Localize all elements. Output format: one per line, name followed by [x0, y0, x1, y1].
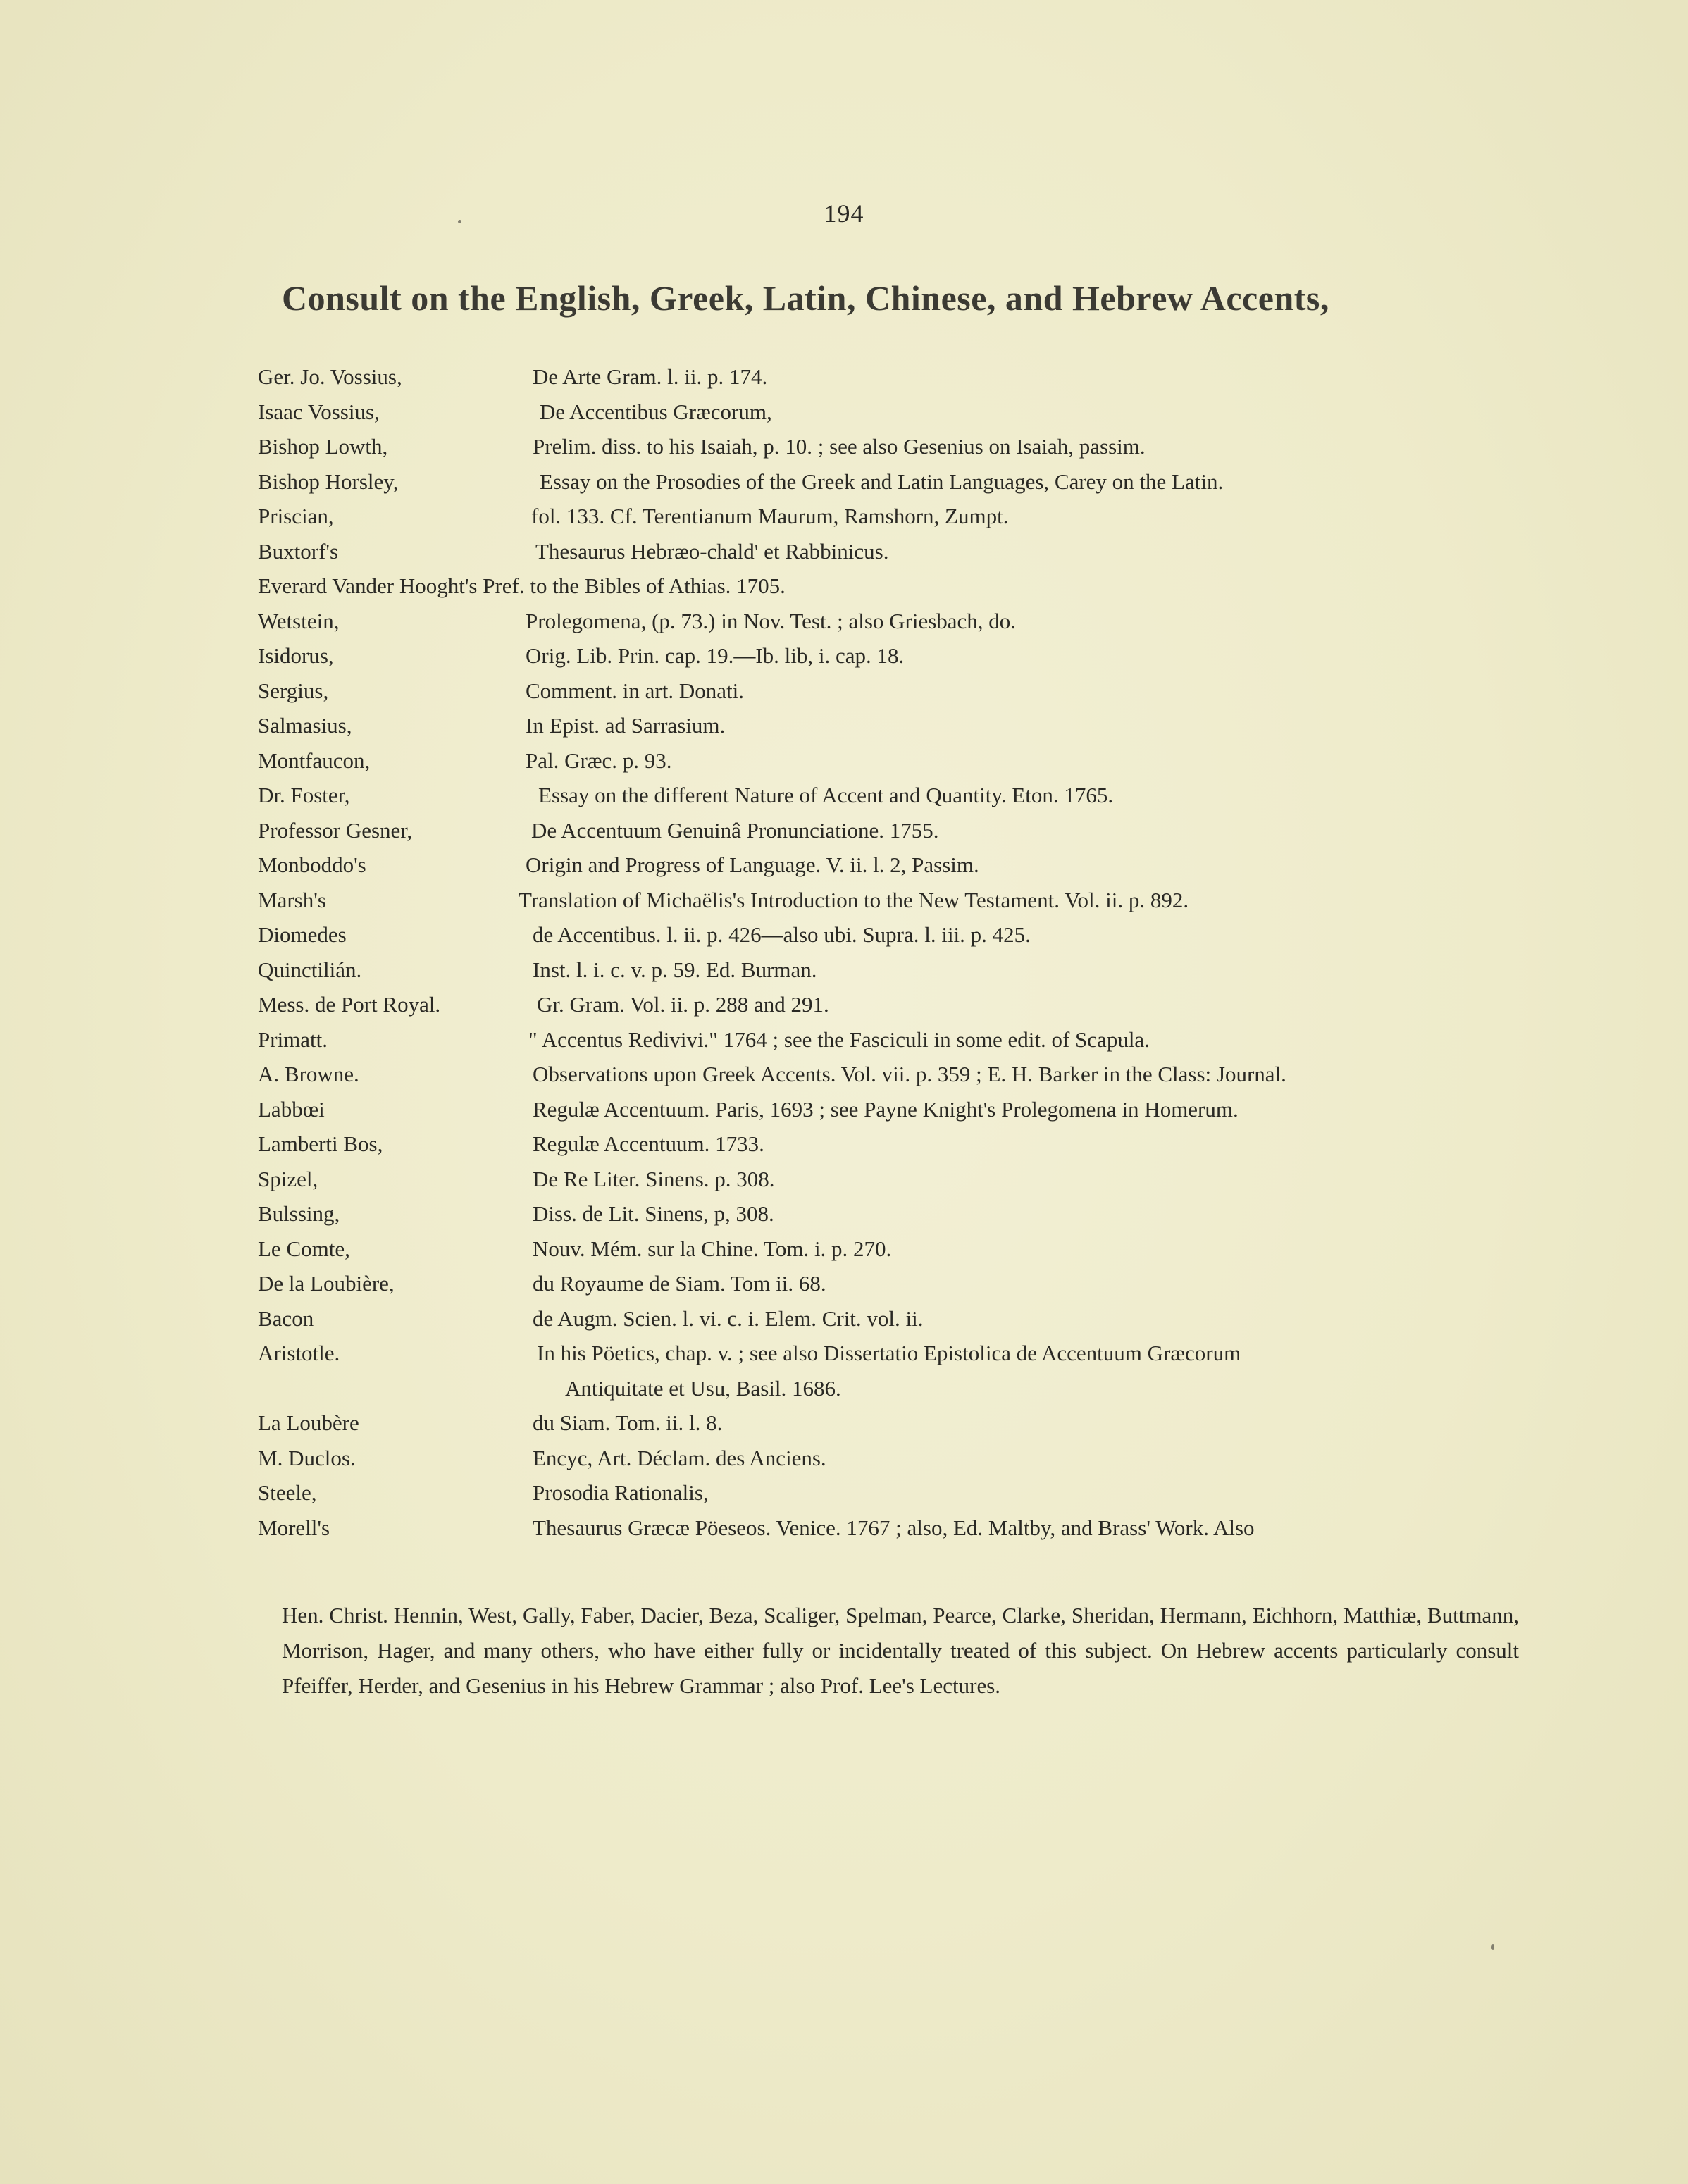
reference-author: Wetstein, [258, 608, 340, 633]
reference-work-continuation: Antiquitate et Usu, Basil. 1686. [565, 1375, 841, 1401]
reference-work [533, 1127, 764, 1162]
reference-work-text: De Accentuum Genuinâ Pronunciatione. 1755. [531, 817, 939, 843]
reference-work [533, 1196, 774, 1231]
reference-author: De la Loubière, [258, 1271, 395, 1296]
reference-author: Priscian, [258, 504, 334, 528]
reference-entry [258, 1266, 1547, 1301]
reference-work-text: De Arte Gram. l. ii. p. 174. [533, 364, 768, 389]
reference-work-text: Encyc, Art. Déclam. des Anciens. [533, 1445, 826, 1470]
reference-author: Marsh's [258, 887, 326, 912]
reference-entry [258, 464, 1547, 500]
reference-work [531, 813, 939, 848]
reference-list [258, 359, 1547, 1545]
reference-work [533, 1510, 1255, 1546]
reference-work [533, 429, 1146, 464]
reference-entry [258, 674, 1547, 709]
reference-work-text: In Epist. ad Sarrasium. [526, 713, 726, 738]
reference-author: Bulssing, [258, 1201, 340, 1226]
reference-author: Labbœi [258, 1096, 325, 1122]
reference-entry [258, 1162, 1547, 1197]
reference-work-text: Origin and Progress of Language. V. ii. l. 2, Passim. [526, 852, 979, 877]
reference-author: Isaac Vossius, [258, 399, 380, 424]
reference-author: Aristotle. [258, 1341, 340, 1365]
reference-entry [258, 1231, 1547, 1267]
reference-work-text: Pal. Græc. p. 93. [526, 747, 672, 773]
reference-author: Sergius, [258, 678, 329, 703]
reference-work-text: " Accentus Redivivi." 1764 ; see the Fasciculi in some edit. of Scapula. [528, 1026, 1150, 1052]
reference-entry [258, 1510, 1547, 1546]
reference-work [526, 604, 1016, 639]
reference-author: Bishop Lowth, [258, 434, 388, 459]
reference-work-text: de Accentibus. l. ii. p. 426—also ubi. Supra. l. iii. p. 425. [533, 922, 1031, 947]
reference-work-text: fol. 133. Cf. Terentianum Maurum, Ramshorn, Zumpt. [531, 504, 1009, 528]
reference-author: Primatt. [258, 1026, 328, 1052]
reference-author: Morell's [258, 1515, 330, 1540]
reference-work [526, 674, 744, 709]
reference-work-text: Regulæ Accentuum. Paris, 1693 ; see Payne Knight's Prolegomena in Homerum. [533, 1096, 1239, 1122]
reference-work [533, 1092, 1239, 1127]
reference-entry [258, 395, 1547, 430]
reference-work [533, 1162, 775, 1197]
reference-work-text: Prosodia Rationalis, [533, 1480, 709, 1505]
reference-work-text: Comment. in art. Donati. [526, 678, 744, 703]
reference-work-text: Prolegomena, (p. 73.) in Nov. Test. ; also Griesbach, do. [526, 608, 1017, 633]
reference-author: Diomedes [258, 922, 347, 947]
reference-author: Quinctilián. [258, 957, 362, 982]
reference-entry [258, 1057, 1547, 1092]
reference-work [533, 1231, 891, 1267]
reference-work-text: De Accentibus Græcorum, [540, 399, 772, 424]
reference-entry [258, 953, 1547, 988]
reference-work-text: Essay on the different Nature of Accent and Quantity. Eton. 1765. [538, 783, 1114, 807]
reference-entry [258, 359, 1547, 395]
reference-entry [258, 429, 1547, 464]
reference-entry [258, 778, 1547, 813]
reference-work-text: Observations upon Greek Accents. Vol. vii. p. 359 ; E. H. Barker in the Class: Journal. [533, 1062, 1286, 1086]
reference-entry [258, 1127, 1547, 1162]
page-number: 194 [824, 199, 864, 228]
reference-entry [258, 1092, 1547, 1127]
reference-work [526, 708, 725, 743]
reference-work [533, 1057, 1286, 1092]
reference-work [526, 848, 979, 883]
reference-author: Mess. de Port Royal. [258, 992, 441, 1017]
reference-author: La Loubère [258, 1410, 359, 1435]
reference-work-text: de Augm. Scien. l. vi. c. i. Elem. Crit. vol. ii. [533, 1305, 924, 1331]
reference-entry [258, 1475, 1547, 1510]
reference-work-text: Thesaurus Hebræo-chald' et Rabbinicus. [535, 538, 889, 564]
reference-author: Le Comte, [258, 1236, 350, 1261]
reference-work [540, 464, 1223, 500]
reference-work [533, 1266, 826, 1301]
reference-work-text: In his Pöetics, chap. v. ; see also Dissertatio Epistolica de Accentuum Græcorum [537, 1341, 1241, 1365]
reference-work [533, 917, 1031, 953]
reference-work-text: Inst. l. i. c. v. p. 59. Ed. Burman. [533, 957, 817, 982]
reference-work [258, 573, 786, 598]
closing-paragraph: Hen. Christ. Hennin, West, Gally, Faber, Dacier, Beza, Scaliger, Spelman, Pearce, Clarke, Sheridan, Hermann, Eichhorn, Matthiæ, Buttmann, Morrison, Hager, and many others, who have either fully or incidentally treated of this subject. On Hebrew accents particularly consult Pfeiffer, Herder, and Gesenius in his Hebrew Grammar ; also Prof. Lee's Lectures. [282, 1603, 1519, 1698]
reference-work [531, 499, 1008, 534]
reference-work-text: Orig. Lib. Prin. cap. 19.—Ib. lib, i. cap. 18. [526, 643, 905, 668]
reference-author: Salmasius, [258, 713, 352, 738]
reference-entry [258, 708, 1547, 743]
reference-author: A. Browne. [258, 1062, 359, 1086]
reference-entry [258, 1196, 1547, 1231]
reference-entry [258, 638, 1547, 674]
reference-work [537, 1336, 1241, 1406]
reference-author: Bacon [258, 1305, 314, 1331]
reference-work [533, 1475, 709, 1510]
reference-author: Lamberti Bos, [258, 1131, 383, 1156]
reference-author: Professor Gesner, [258, 817, 413, 843]
reference-author: Steele, [258, 1480, 317, 1505]
reference-work [533, 1406, 722, 1441]
reference-work-text: Prelim. diss. to his Isaiah, p. 10. ; see also Gesenius on Isaiah, passim. [533, 434, 1146, 459]
reference-author: Dr. Foster, [258, 783, 350, 807]
reference-work-text: du Siam. Tom. ii. l. 8. [533, 1410, 723, 1435]
reference-work [528, 1022, 1150, 1057]
reference-work [533, 359, 767, 395]
reference-author: Ger. Jo. Vossius, [258, 364, 402, 389]
reference-work [540, 395, 772, 430]
reference-author: M. Duclos. [258, 1445, 356, 1470]
reference-work [538, 778, 1113, 813]
reference-entry [258, 813, 1547, 848]
reference-entry [258, 1441, 1547, 1476]
reference-work [519, 883, 1189, 918]
reference-entry [258, 743, 1547, 778]
reference-entry [258, 848, 1547, 883]
reference-entry [258, 1406, 1547, 1441]
reference-author: Monboddo's [258, 852, 366, 877]
reference-work-text: Thesaurus Græcæ Pöeseos. Venice. 1767 ; also, Ed. Maltby, and Brass' Work. Also [533, 1515, 1255, 1540]
reference-work-text: Nouv. Mém. sur la Chine. Tom. i. p. 270. [533, 1236, 892, 1261]
reference-entry [258, 917, 1547, 953]
reference-entry [258, 569, 1547, 604]
reference-work [526, 743, 672, 778]
speck-mark [1491, 1944, 1494, 1950]
reference-work-text: Translation of Michaëlis's Introduction to the New Testament. Vol. ii. p. 892. [519, 887, 1189, 912]
reference-work [533, 1301, 924, 1336]
reference-work-text: Everard Vander Hooght's Pref. to the Bibles of Athias. 1705. [258, 573, 786, 598]
reference-entry [258, 1301, 1547, 1336]
reference-entry [258, 987, 1547, 1022]
reference-author: Montfaucon, [258, 747, 371, 773]
reference-author: Bishop Horsley, [258, 469, 399, 494]
reference-work-text: du Royaume de Siam. Tom ii. 68. [533, 1271, 826, 1296]
reference-work [533, 953, 817, 988]
reference-entry [258, 1022, 1547, 1057]
reference-work [535, 534, 888, 569]
reference-author: Isidorus, [258, 643, 334, 668]
reference-author: Spizel, [258, 1166, 318, 1191]
reference-entry [258, 1336, 1547, 1406]
reference-work-text: De Re Liter. Sinens. p. 308. [533, 1166, 775, 1191]
reference-work [537, 987, 829, 1022]
reference-entry [258, 883, 1547, 918]
page-heading: Consult on the English, Greek, Latin, Chinese, and Hebrew Accents, [282, 278, 1329, 318]
reference-author: Buxtorf's [258, 538, 339, 564]
reference-work [533, 1441, 826, 1476]
reference-entry [258, 499, 1547, 534]
reference-entry [258, 534, 1547, 569]
reference-work-text: Diss. de Lit. Sinens, p, 308. [533, 1201, 774, 1226]
reference-entry [258, 604, 1547, 639]
reference-work-text: Regulæ Accentuum. 1733. [533, 1131, 764, 1156]
reference-work [526, 638, 904, 674]
reference-work-text: Gr. Gram. Vol. ii. p. 288 and 291. [537, 992, 829, 1017]
reference-work-text: Essay on the Prosodies of the Greek and Latin Languages, Carey on the Latin. [540, 469, 1224, 494]
